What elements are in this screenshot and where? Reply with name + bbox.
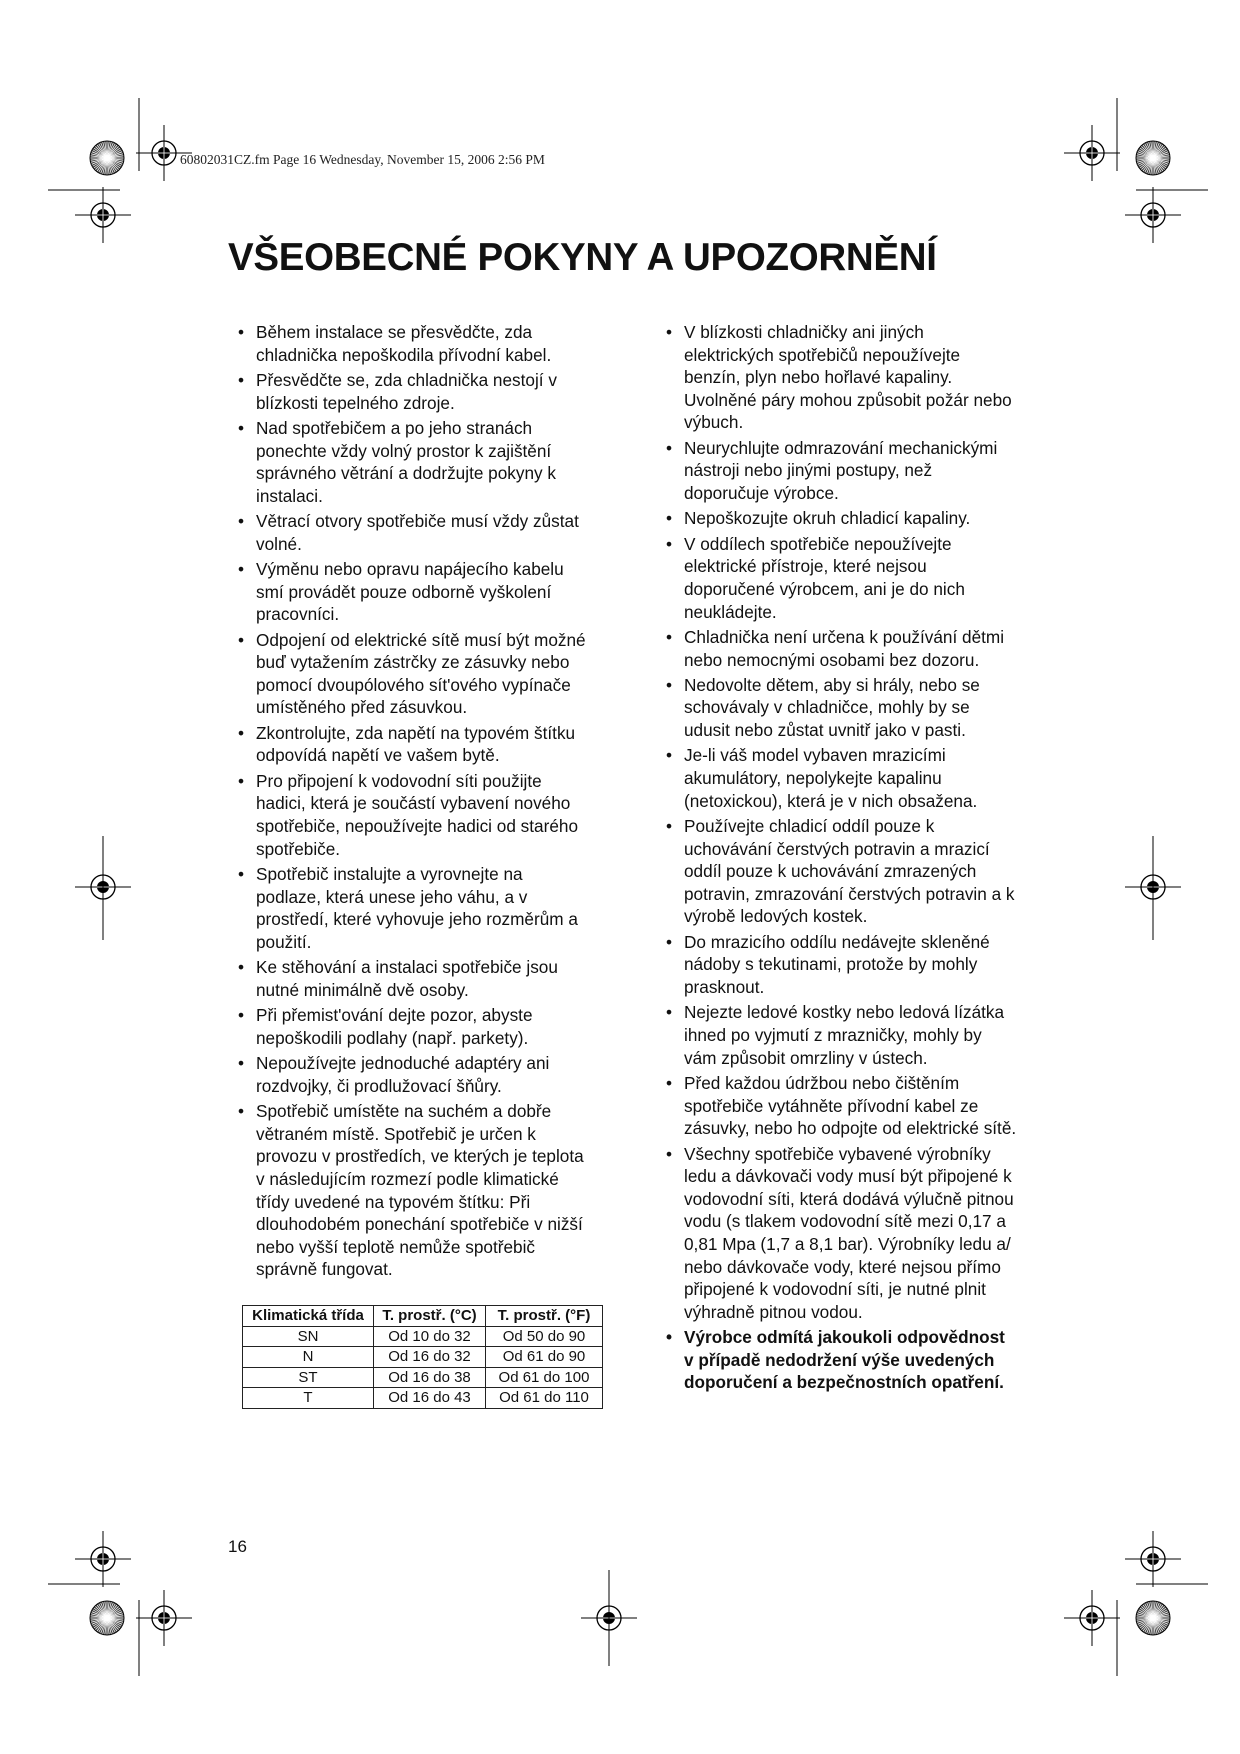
- bullet-icon: •: [238, 417, 245, 438]
- bullet-icon: •: [666, 508, 673, 529]
- list-item-text: Větrací otvory spotřebiče musí vždy zůstat volné.: [256, 511, 579, 554]
- list-item-text: Nepoužívejte jednoduché adaptéry ani rozdvojky, či prodlužovací šňůry.: [256, 1053, 550, 1096]
- table-row: [243, 1388, 603, 1409]
- list-item-text: Nedovolte dětem, aby si hrály, nebo se schovávaly v chladničce, mohly by se udusit nebo zůstat uvnitř jako v pasti.: [684, 674, 980, 741]
- table-cell: Od 61 do 110: [486, 1388, 603, 1409]
- list-item-text: V oddílech spotřebiče nepoužívejte elektrické přístroje, které nejsou doporučené výrobcem, ani je do nich neukládejte.: [684, 533, 965, 622]
- bullet-icon: •: [666, 1327, 673, 1348]
- list-item: [666, 674, 1046, 742]
- bullet-icon: •: [666, 745, 673, 766]
- table-cell: Od 61 do 90: [486, 1347, 603, 1368]
- table-cell: Od 16 do 32: [374, 1347, 486, 1368]
- table-cell: T: [243, 1388, 374, 1409]
- table-header-cell: Klimatická třída: [243, 1306, 374, 1327]
- list-item: [238, 956, 618, 1001]
- list-item-text: Do mrazicího oddílu nedávejte skleněné nádoby s tekutinami, protože by mohly prasknout.: [684, 931, 990, 997]
- list-item: [238, 321, 618, 366]
- list-item: [666, 533, 1046, 623]
- list-item-text: Pro připojení k vodovodní síti použijte hadici, která je součástí vybavení nového spotřebiče, nepoužívejte hadici od starého spotřebiče.: [256, 770, 578, 859]
- table-row: [243, 1367, 603, 1388]
- table-cell: Od 50 do 90: [486, 1326, 603, 1347]
- list-item: [238, 1004, 618, 1049]
- bullet-icon: •: [666, 437, 673, 458]
- table-cell: Od 16 do 38: [374, 1367, 486, 1388]
- bullet-icon: •: [666, 1002, 673, 1023]
- table-cell: Od 16 do 43: [374, 1388, 486, 1409]
- table-cell: ST: [243, 1367, 374, 1388]
- bullet-icon: •: [238, 322, 245, 342]
- list-item-text: Před každou údržbou nebo čištěním spotřebiče vytáhněte přívodní kabel ze zásuvky, nebo ho odpojte od elektrické sítě.: [684, 1072, 1017, 1139]
- list-item-text: Odpojení od elektrické sítě musí být možné buď vytažením zástrčky ze zásuvky nebo pomocí dvoupólového sít'ového vypínače umístěného před zásuvkou.: [256, 629, 586, 718]
- list-item: [238, 558, 618, 626]
- table-row: [243, 1347, 603, 1368]
- list-item: [238, 417, 618, 507]
- list-item-text: Během instalace se přesvědčte, zda chladnička nepoškodila přívodní kabel.: [256, 322, 552, 365]
- list-item-text: Neurychlujte odmrazování mechanickými nástroji nebo jinými postupy, než doporučuje výrobce.: [684, 437, 998, 503]
- bullet-icon: •: [666, 816, 673, 837]
- table-header-row: [243, 1306, 603, 1327]
- list-item-text: Nejezte ledové kostky nebo ledová lízátka ihned po vyjmutí z mrazničky, mohly by vám způsobit omrzliny v ústech.: [684, 1002, 1005, 1068]
- list-item: [666, 1001, 1046, 1069]
- bullet-icon: •: [666, 1143, 673, 1164]
- file-header-line: 60802031CZ.fm Page 16 Wednesday, November 15, 2006 2:56 PM: [180, 152, 545, 167]
- list-item-text: Zkontrolujte, zda napětí na typovém štítku odpovídá napětí ve vašem bytě.: [256, 722, 576, 766]
- list-item-text: Spotřebič instalujte a vyrovnejte na podlaze, která unese jeho váhu, a v prostředí, které vyhovuje jeho rozměrům a použití.: [256, 864, 578, 952]
- bullet-icon: •: [238, 722, 245, 743]
- table-cell: Od 10 do 32: [374, 1326, 486, 1347]
- bullet-icon: •: [666, 1072, 673, 1093]
- list-item: [666, 931, 1046, 999]
- bullet-icon: •: [238, 864, 245, 885]
- list-item: [238, 863, 618, 953]
- list-item: [238, 1100, 618, 1281]
- bullet-icon: •: [238, 369, 245, 390]
- list-item: [666, 321, 1046, 434]
- list-item: [238, 722, 618, 767]
- list-item: [666, 1143, 1046, 1324]
- list-item-text: Chladnička není určena k používání dětmi nebo nemocnými osobami bez dozoru.: [684, 626, 1005, 670]
- bullet-icon: •: [238, 770, 245, 791]
- table-row: [243, 1326, 603, 1347]
- bullet-icon: •: [666, 931, 673, 952]
- bullet-icon: •: [238, 1101, 245, 1122]
- list-item-text: Přesvědčte se, zda chladnička nestojí v blízkosti tepelného zdroje.: [256, 369, 557, 413]
- list-item: [666, 744, 1046, 812]
- list-item: [666, 437, 1046, 505]
- bullet-icon: •: [238, 957, 245, 978]
- list-item-text: V blízkosti chladničky ani jiných elektrických spotřebičů nepoužívejte benzín, plyn nebo hořlavé kapaliny. Uvolněné páry mohou způsobit požár nebo výbuch.: [684, 322, 1012, 433]
- list-item: [666, 815, 1046, 928]
- bullet-icon: •: [666, 322, 673, 342]
- list-item-text: Při přemist'ování dejte pozor, abyste nepoškodili podlahy (např. parkety).: [256, 1005, 533, 1048]
- list-item: [238, 770, 618, 860]
- right-column-list: [666, 321, 1046, 1397]
- list-item: [666, 1326, 1046, 1394]
- table-cell: N: [243, 1347, 374, 1368]
- climate-class-table: [242, 1305, 603, 1409]
- list-item: [238, 369, 618, 414]
- table-header-cell: T. prostř. (°F): [486, 1306, 603, 1327]
- list-item-text: Je-li váš model vybaven mrazicími akumulátory, nepolykejte kapalinu (netoxickou), která je v nich obsažena.: [684, 745, 978, 811]
- bullet-icon: •: [238, 1005, 245, 1026]
- list-item: [238, 510, 618, 555]
- bullet-icon: •: [238, 1053, 245, 1074]
- list-item: [666, 507, 1046, 530]
- list-item-text: Ke stěhování a instalaci spotřebiče jsou nutné minimálně dvě osoby.: [256, 957, 558, 1000]
- bullet-icon: •: [666, 674, 673, 695]
- bullet-icon: •: [666, 626, 673, 647]
- list-item-text: Používejte chladicí oddíl pouze k uchovávání čerstvých potravin a mrazicí oddíl pouze k uchovávání zmrazených potravin, zmrazování čerstvých potravin a k výrobě ledových kostek.: [684, 816, 1015, 927]
- bullet-icon: •: [238, 629, 245, 650]
- list-item-text: Všechny spotřebiče vybavené výrobníky ledu a dávkovači vody musí být připojené k vodovodní síti, která dodává výlučně pitnou vodu (s tlakem vodovodní sítě mezi 0,17 a 0,81 Mpa (1,7 a 8,1 bar). Výrobníky ledu a/ nebo dávkovače vody, které nejsou přímo připojené k vodovodní síti, je nutné plnit výhradně pitnou vodou.: [684, 1143, 1014, 1322]
- table-cell: SN: [243, 1326, 374, 1347]
- list-item-text: Výrobce odmítá jakoukoli odpovědnost v případě nedodržení výše uvedených doporučení a bezpečnostních opatření.: [684, 1327, 1005, 1393]
- list-item: [238, 1052, 618, 1097]
- list-item-text: Výměnu nebo opravu napájecího kabelu smí provádět pouze odborně vyškolení pracovníci.: [256, 559, 564, 625]
- list-item: [238, 629, 618, 719]
- page-number: 16: [228, 1537, 247, 1556]
- bullet-icon: •: [238, 511, 245, 532]
- table-cell: Od 61 do 100: [486, 1367, 603, 1388]
- bullet-icon: •: [666, 533, 673, 554]
- table-header-cell: T. prostř. (°C): [374, 1306, 486, 1327]
- list-item: [666, 626, 1046, 671]
- list-item-text: Nepoškozujte okruh chladicí kapaliny.: [684, 508, 971, 529]
- list-item-text: Nad spotřebičem a po jeho stranách ponechte vždy volný prostor k zajištění správného větrání a dodržujte pokyny k instalaci.: [256, 417, 557, 506]
- left-column-list: [238, 321, 618, 1284]
- page-title: VŠEOBECNÉ POKYNY A UPOZORNĚNÍ: [228, 236, 937, 279]
- bullet-icon: •: [238, 559, 245, 580]
- list-item-text: Spotřebič umístěte na suchém a dobře větraném místě. Spotřebič je určen k provozu v prostředích, ve kterých je teplota v následujícím rozmezí podle klimatické třídy uvedené na typovém štítku: Při dlouhodobém ponechání spotřebiče v nižší nebo vyšší teplotě nemůže spotřebič správně fungovat.: [256, 1101, 584, 1280]
- list-item: [666, 1072, 1046, 1140]
